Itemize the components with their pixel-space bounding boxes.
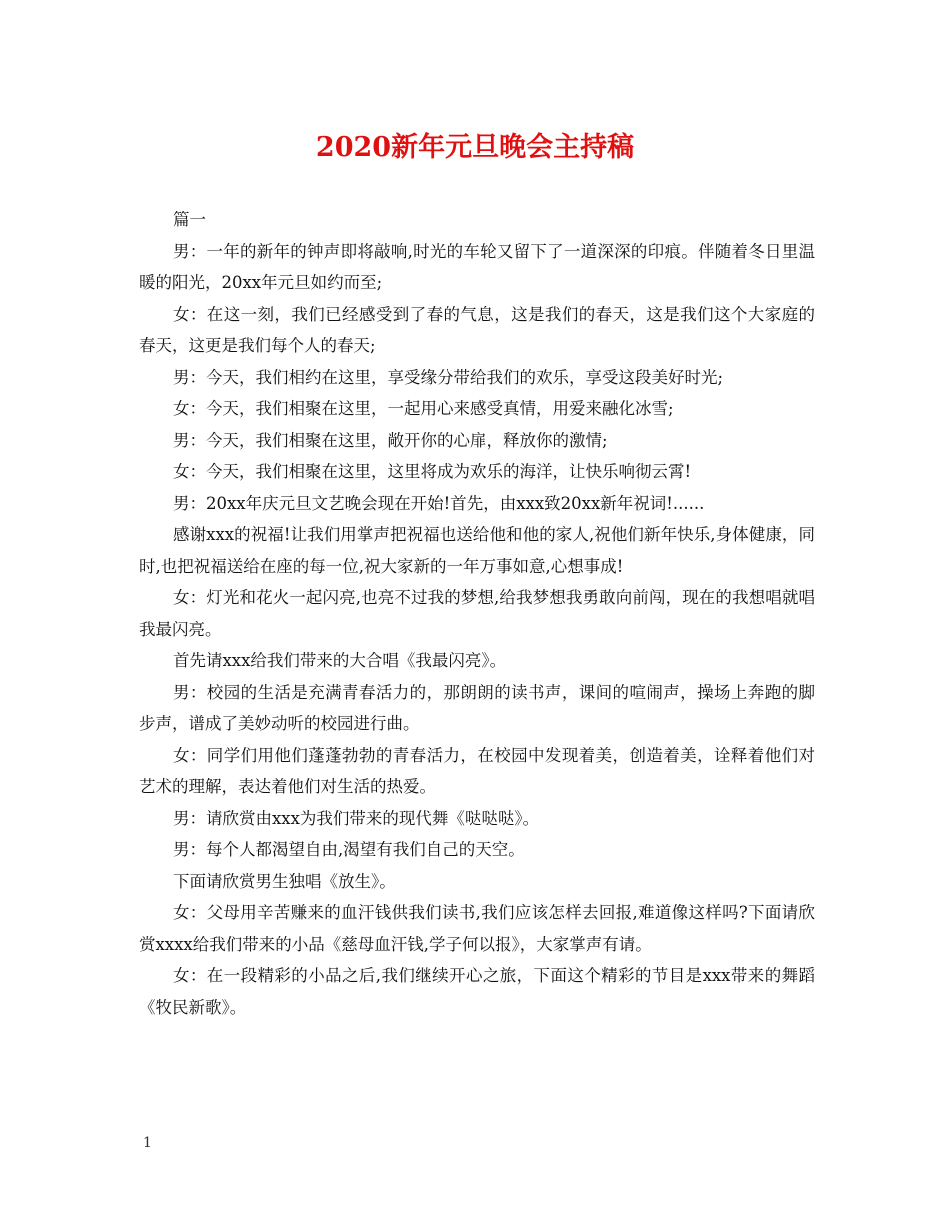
paragraph-16: 下面请欣赏男生独唱《放生》。 — [173, 871, 396, 891]
paragraph-15: 男：每个人都渴望自由,渴望有我们自己的天空。 — [173, 840, 525, 859]
paragraph-7: 女：今天，我们相聚在这里，这里将成为欢乐的海洋，让快乐响彻云霄! — [173, 462, 692, 481]
page-number: 1 — [143, 1135, 152, 1151]
document-title: 2020新年元旦晚会主持稿 — [315, 132, 635, 163]
paragraph-8: 男：20xx年庆元旦文艺晚会现在开始!首先，由xxx致20xx新年祝词!...... — [173, 493, 705, 513]
document-body — [139, 204, 815, 1023]
paragraph-13: 女：同学们用他们蓬蓬勃勃的青春活力，在校园中发现着美，创造着美，诠释着他们对艺术的理解，表达着他们对生活的热爱。 — [139, 745, 815, 796]
paragraph-6: 男：今天，我们相聚在这里，敞开你的心扉，释放你的激情; — [173, 430, 608, 450]
paragraph-14: 男：请欣赏由xxx为我们带来的现代舞《哒哒哒》。 — [173, 808, 540, 828]
paragraph-5: 女：今天，我们相聚在这里，一起用心来感受真情，用爱来融化冰雪; — [173, 399, 674, 418]
paragraph-2: 男：一年的新年的钟声即将敲响,时光的车轮又留下了一道深深的印痕。伴随着冬日里温暖的阳光，20xx年元旦如约而至; — [139, 241, 815, 292]
paragraph-3: 女：在这一刻，我们已经感受到了春的气息，这是我们的春天，这是我们这个大家庭的春天，这更是我们每个人的春天; — [139, 304, 815, 355]
paragraph-1: 篇一 — [173, 210, 206, 229]
paragraph-10: 女：灯光和花火一起闪亮,也亮不过我的梦想,给我梦想我勇敢向前闯，现在的我想唱就唱我最闪亮。 — [139, 588, 815, 639]
paragraph-11: 首先请xxx给我们带来的大合唱《我最闪亮》。 — [173, 651, 507, 670]
paragraph-4: 男：今天，我们相约在这里，享受缘分带给我们的欢乐，享受这段美好时光; — [173, 367, 724, 387]
paragraph-17: 女：父母用辛苦赚来的血汗钱供我们读书,我们应该怎样去回报,难道像这样吗?下面请欣赏xxxx给我们带来的小品《慈母血汗钱,学子何以报》，大家掌声有请。 — [139, 903, 815, 954]
paragraph-9: 感谢xxx的祝福!让我们用掌声把祝福也送给他和他的家人,祝他们新年快乐,身体健康，同时,也把祝福送给在座的每一位,祝大家新的一年万事如意,心想事成! — [139, 525, 815, 576]
paragraph-12: 男：校园的生活是充满青春活力的，那朗朗的读书声，课间的喧闹声，操场上奔跑的脚步声，谱成了美妙动听的校园进行曲。 — [139, 682, 815, 733]
paragraph-18: 女：在一段精彩的小品之后,我们继续开心之旅，下面这个精彩的节目是xxx带来的舞蹈《牧民新歌》。 — [139, 966, 815, 1017]
